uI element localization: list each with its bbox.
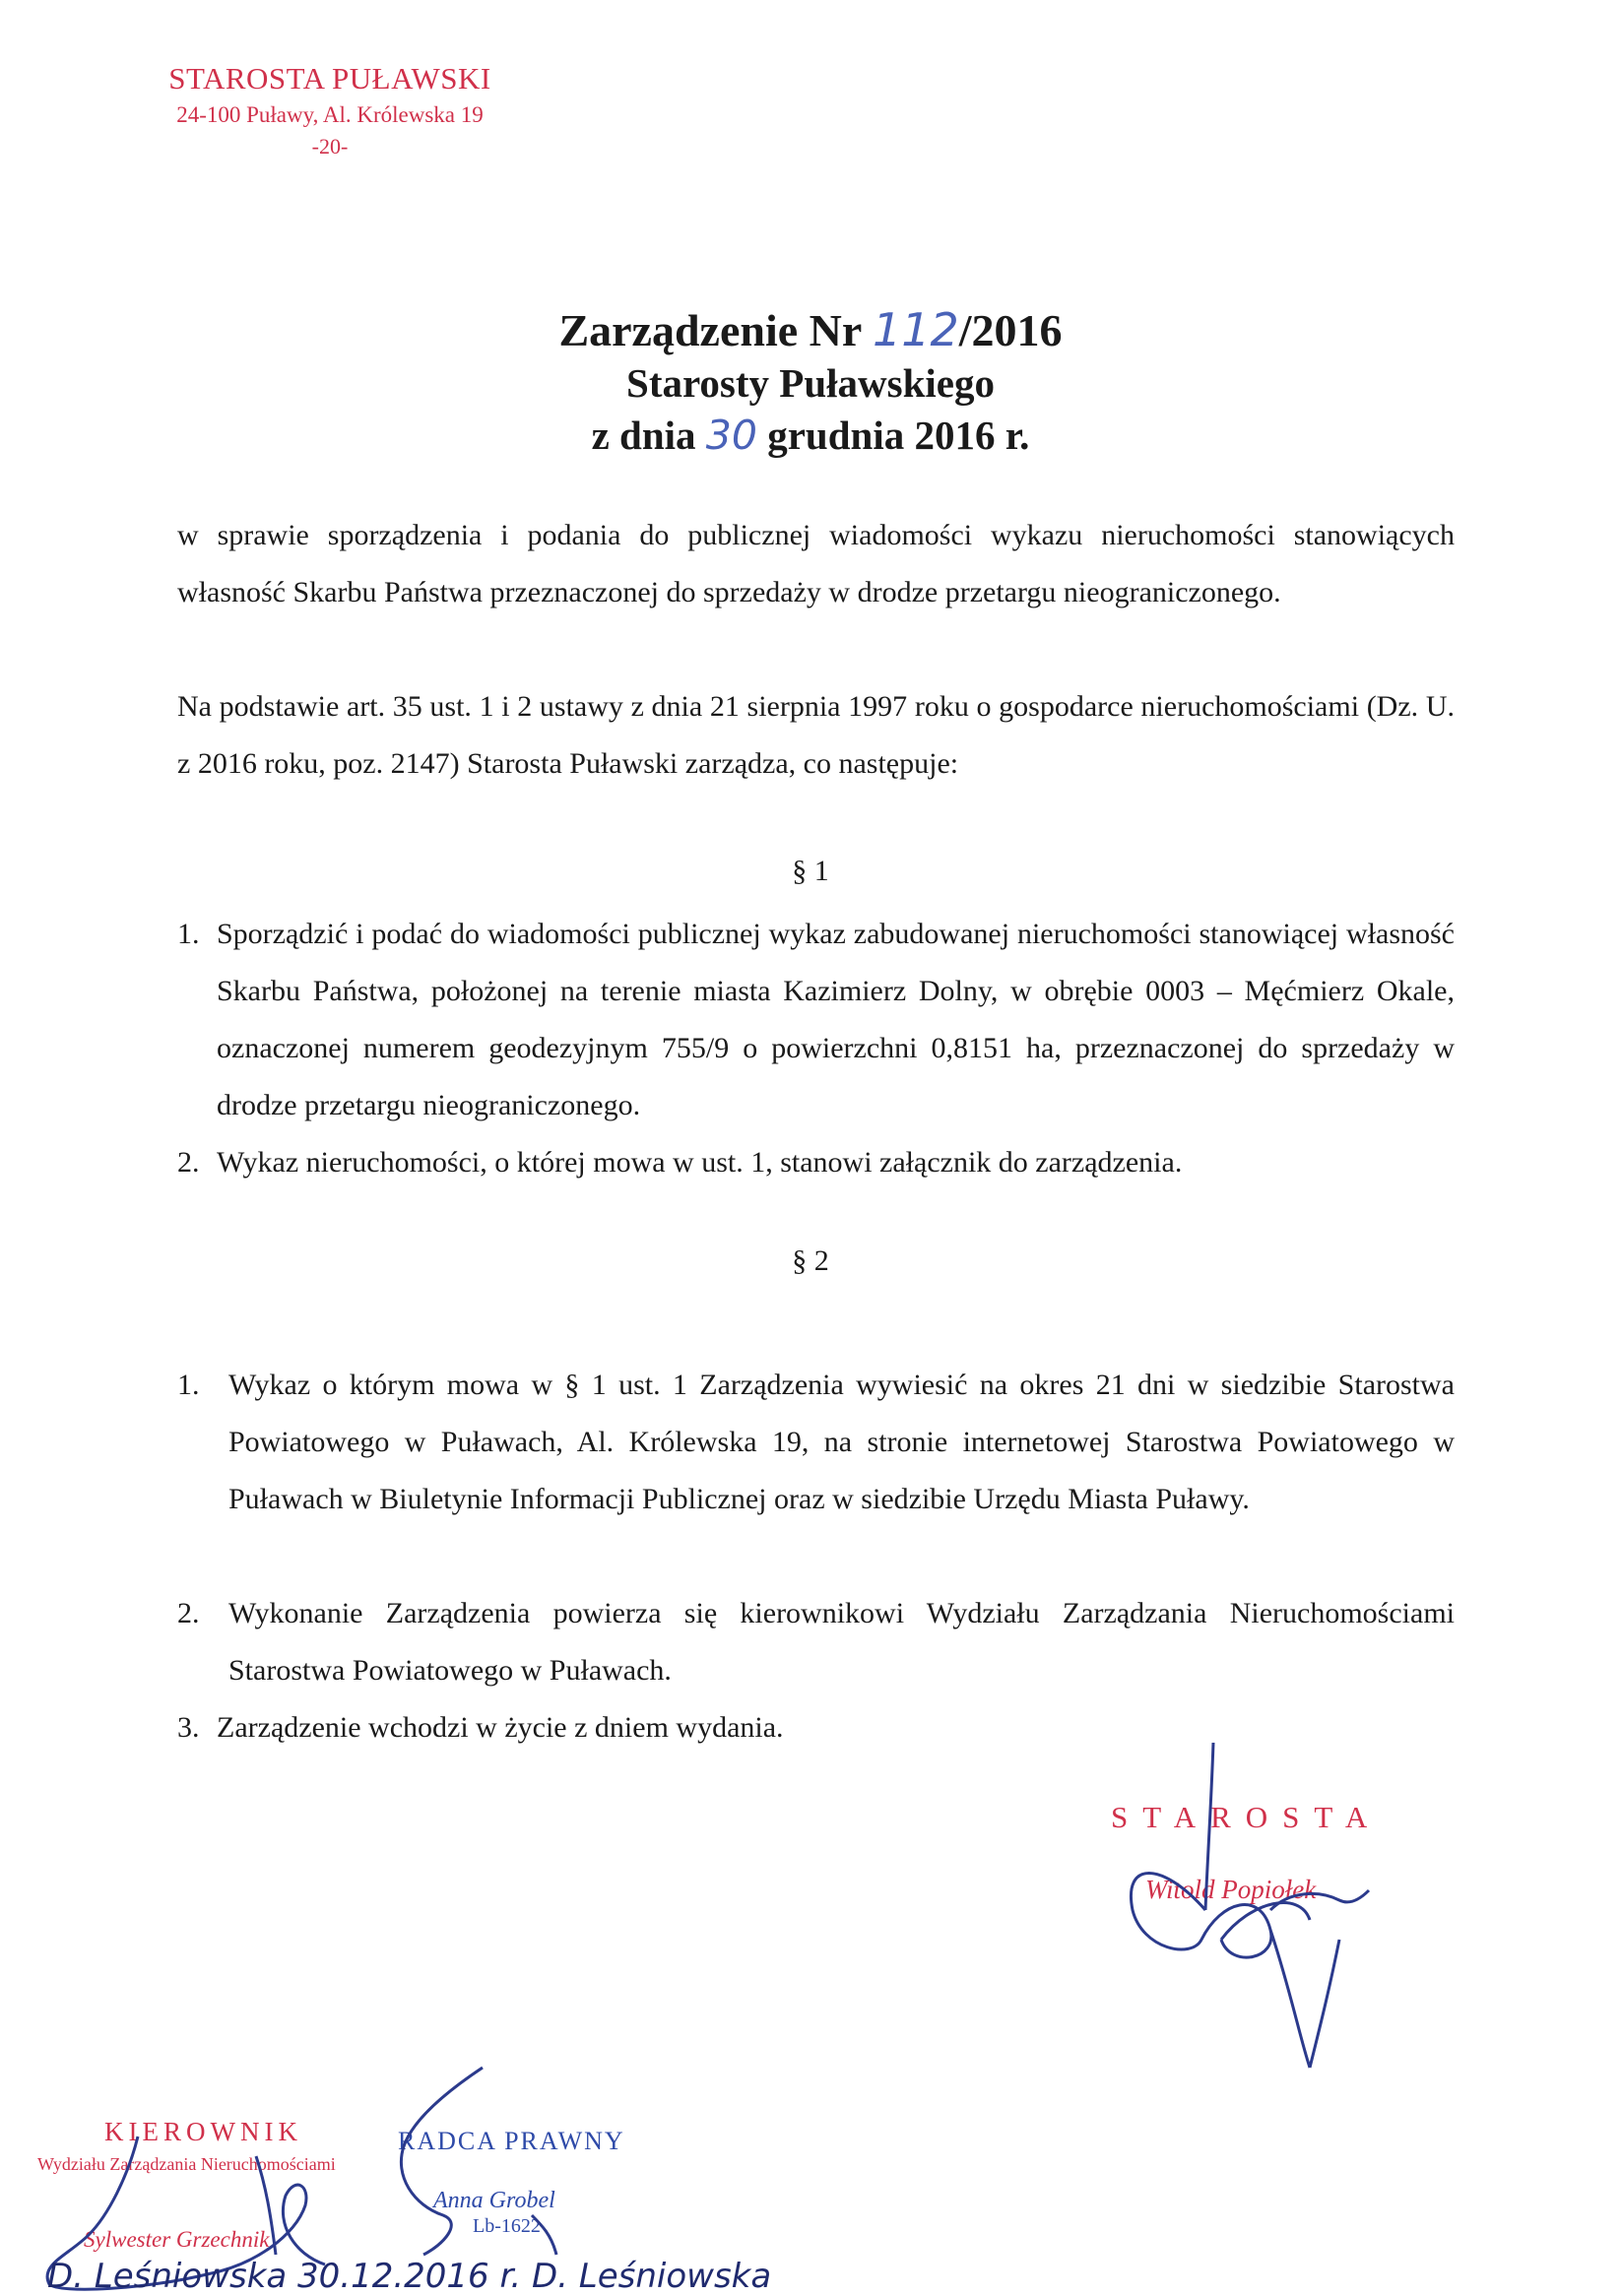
- section-2-item-1: [177, 1357, 1455, 1528]
- section-1-heading: § 1: [792, 855, 829, 887]
- item-number: 1.: [177, 918, 200, 950]
- subject-paragraph: w sprawie sporządzenia i podania do publicznej wiadomości wykazu nieruchomości stanowiących własność Skarbu Państwa przeznaczonej do sprzedaży w drodze przetargu nieograniczonego.: [177, 519, 1455, 608]
- document-issuer: Starosty Puławskiego: [626, 360, 995, 406]
- stamp-office-name: STAROSTA PUŁAWSKI: [168, 61, 491, 96]
- kierownik-stamp-label: KIEROWNIK: [104, 2117, 302, 2146]
- radca-signature-icon: [384, 2058, 640, 2274]
- item-text: Wykaz o którym mowa w § 1 ust. 1 Zarządzenia wywiesić na okres 21 dni w siedzibie Starostwa Powiatowego w Puławach, Al. Królewska 19, na stronie internetowej Starostwa Powiatowego w Puławach w Biuletynie Informacji Publicznej oraz w siedzibie Urzędu Miasta Puławy.: [228, 1369, 1455, 1515]
- document-date: [0, 412, 1621, 459]
- handwritten-order-number: 112: [872, 303, 959, 356]
- starosta-stamp-name: Witold Popiołek: [1145, 1875, 1317, 1904]
- radca-stamp-label: RADCA PRAWNY: [398, 2127, 625, 2155]
- date-suffix: grudnia 2016 r.: [756, 413, 1030, 458]
- stamp-address: 24-100 Puławy, Al. Królewska 19: [176, 102, 484, 127]
- item-number: 1.: [177, 1369, 200, 1401]
- section-1-item-1: [177, 906, 1455, 1134]
- section-1-item-2: [177, 1134, 1455, 1191]
- section-2-heading: § 2: [792, 1244, 829, 1277]
- legal-basis-paragraph: Na podstawie art. 35 ust. 1 i 2 ustawy z dnia 21 sierpnia 1997 roku o gospodarce nieruchomościami (Dz. U. z 2016 roku, poz. 2147) Starosta Puławski zarządza, co następuje:: [177, 690, 1455, 780]
- title-year: /2016: [958, 305, 1063, 355]
- section-2-item-2: [177, 1585, 1455, 1699]
- item-text: Wykonanie Zarządzenia powierza się kierownikowi Wydziału Zarządzania Nieruchomościami Starostwa Powiatowego w Puławach.: [228, 1597, 1455, 1687]
- document-title: [0, 303, 1621, 356]
- title-prefix: Zarządzenie Nr: [558, 305, 873, 355]
- handwritten-footer-note: D. Leśniowska 30.12.2016 r. D. Leśniowska: [47, 2257, 772, 2296]
- item-number: 2.: [177, 1146, 200, 1179]
- item-text: Sporządzić i podać do wiadomości publicznej wykaz zabudowanej nieruchomości stanowiącej własność Skarbu Państwa, położonej na terenie miasta Kazimierz Dolny, w obrębie 0003 – Męćmierz Okale, oznaczonej numerem geodezyjnym 755/9 o powierzchni 0,8151 ha, przeznaczonej do sprzedaży w drodze przetargu nieograniczonego.: [217, 918, 1455, 1121]
- radca-stamp-number: Lb-1622: [473, 2215, 541, 2237]
- item-text: Zarządzenie wchodzi w życie z dniem wydania.: [217, 1711, 784, 1744]
- radca-stamp-name: Anna Grobel: [433, 2188, 555, 2213]
- handwritten-day: 30: [705, 412, 757, 459]
- item-number: 2.: [177, 1597, 200, 1629]
- starosta-signature-icon: [1103, 1743, 1379, 2077]
- item-number: 3.: [177, 1711, 200, 1744]
- starosta-stamp-label: STAROSTA: [1111, 1800, 1383, 1834]
- item-text: Wykaz nieruchomości, o której mowa w ust. 1, stanowi załącznik do zarządzenia.: [217, 1146, 1183, 1179]
- kierownik-stamp-department: Wydziału Zarządzania Nieruchomościami: [37, 2154, 336, 2174]
- stamp-number: -20-: [311, 134, 349, 159]
- date-prefix: z dnia: [591, 413, 706, 458]
- kierownik-stamp-name: Sylwester Grzechnik: [84, 2227, 270, 2252]
